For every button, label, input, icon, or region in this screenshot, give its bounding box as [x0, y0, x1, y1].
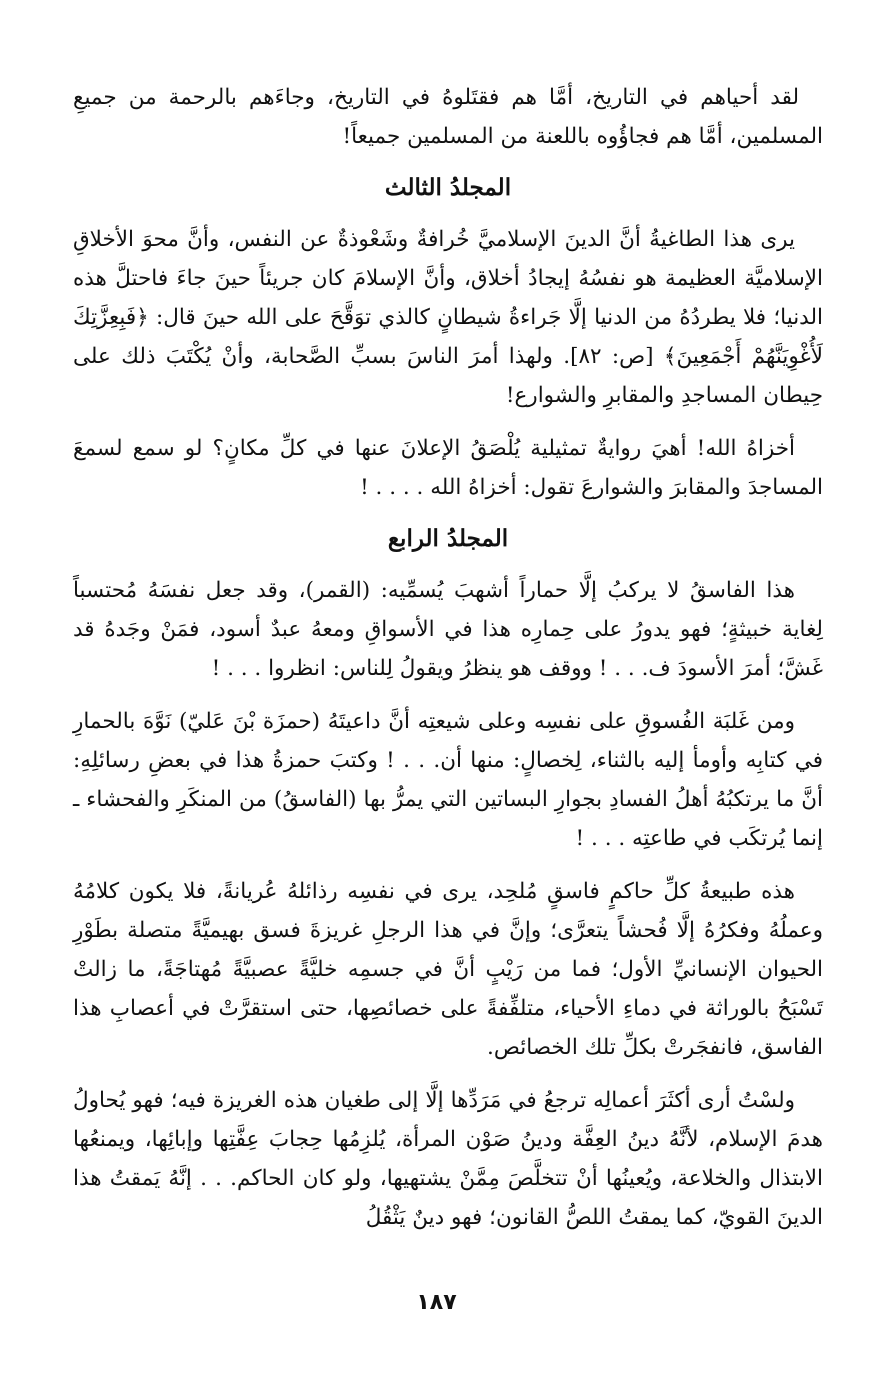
page-number: ١٨٧	[416, 1290, 457, 1315]
page-body	[73, 78, 823, 1237]
volume3-paragraph-1: يرى هذا الطاغيةُ أنَّ الدينَ الإسلاميَّ خُرافةٌ وشَعْوذةٌ عن النفس، وأنَّ محوَ الأخلاقِ الإسلاميَّة العظيمة هو نفسُهُ إيجادُ أخلاق، وأنَّ الإسلامَ كان جريئاً حينَ جاءَ فاحتلَّ هذه الدنيا؛ فلا يطردُهُ من الدنيا إلَّا جَراءةُ شيطانٍ كالذي توَقَّحَ على الله حينَ قال: ﴿فَبِعِزَّتِكَ لَأُغْوِيَنَّهُمْ أَجْمَعِينَ﴾ [ص: ٨٢]. ولهذا أمرَ الناسَ بسبِّ الصَّحابة، وأنْ يُكْتَبَ ذلك على حِيطان المساجدِ والمقابرِ والشوارع!	[73, 227, 824, 408]
volume4-paragraph-1: هذا الفاسقُ لا يركبُ إلَّا حماراً أشهبَ يُسمِّيه: (القمر)، وقد جعل نفسَهُ مُحتسباً لِغاية خبيثةٍ؛ فهو يدورُ على حِمارِه هذا في الأسواقِ ومعهُ عبدٌ أسود، فمَنْ وجَدهُ قد غَشَّ؛ أمرَ الأسودَ ف. . . ! ووقف هو ينظرُ ويقولُ لِلناس: انظروا . . . !	[73, 578, 823, 681]
volume3-paragraph-2: أخزاهُ الله! أهيَ روايةٌ تمثيلية يُلْصَقُ الإعلانَ عنها في كلِّ مكانٍ؟ لو سمع لسمعَ المساجدَ والمقابرَ والشوارعَ تقول: أخزاهُ الله . . . . !	[73, 436, 823, 500]
volume4-paragraph-4: ولسْتُ أرى أكثَرَ أعمالِه ترجعُ في مَرَدِّها إلَّا إلى طغيان هذه الغريزة فيه؛ فهو يُحاولُ هدمَ الإسلام، لأنَّهُ دينُ العِفَّة ودينُ صَوْن المرأة، يُلزِمُها حِجابَ عِفَّتِها وإبائِها، ويمنعُها الابتذال والخلاعة، ويُعينُها أنْ تتخلَّصَ مِمَّنْ يشتهيها، ولو كان الحاكم. . . إنَّهُ يَمقتُ هذا الدينَ القويّ، كما يمقتُ اللصُّ القانون؛ فهو دينٌ يَثْقُلُ	[73, 1088, 823, 1230]
volume4-heading: المجلدُ الرابع	[387, 525, 509, 552]
intro-paragraph: لقد أحياهم في التاريخ، أمَّا هم فقتَلوهُ في التاريخ، وجاءَهم بالرحمة من جميعِ المسلمين، أمَّا هم فجاؤُوه باللعنة من المسلمين جميعاً!	[73, 85, 823, 149]
volume3-heading: المجلدُ الثالث	[384, 174, 512, 201]
volume4-paragraph-2: ومن غَلبَة الفُسوقِ على نفسِه وعلى شيعتِه أنَّ داعيتَهُ (حمزَة بْنَ عَليّ) نَوَّهَ بالحمارِ في كتابِه وأومأ إليه بالثناء، لِخصالٍ: منها أن. . . ! وكتبَ حمزةُ هذا في بعضِ رسائلِهِ: أنَّ ما يرتكبُهُ أهلُ الفسادِ بجوارِ البساتين التي يمرُّ بها (الفاسقُ) من المنكَرِ والفحشاء ـ إنما يُرتكَب في طاعتِه . . . !	[73, 709, 823, 851]
volume4-paragraph-3: هذه طبيعةُ كلِّ حاكمٍ فاسقٍ مُلحِد، يرى في نفسِه رذائلهُ عُريانةً، فلا يكون كلامُهُ وعملُهُ وفكرُهُ إلَّا فُحشاً يتعرَّى؛ وإنَّ في هذا الرجلِ غريزةَ فسق بهيميَّةً متصلة بطَوْرِ الحيوان الإنسانيِّ الأول؛ فما من رَيْبٍ أنَّ في جسمِه خليَّةً عصبيَّةً مُهتاجَةً، ما زالتْ تَسْبَحُ بالوراثة في دماءِ الأحياء، متلفِّفةً على خصائصِها، حتى استقرَّتْ في أعصابِ هذا الفاسق، فانفجَرتْ بكلِّ تلك الخصائص.	[73, 879, 823, 1060]
